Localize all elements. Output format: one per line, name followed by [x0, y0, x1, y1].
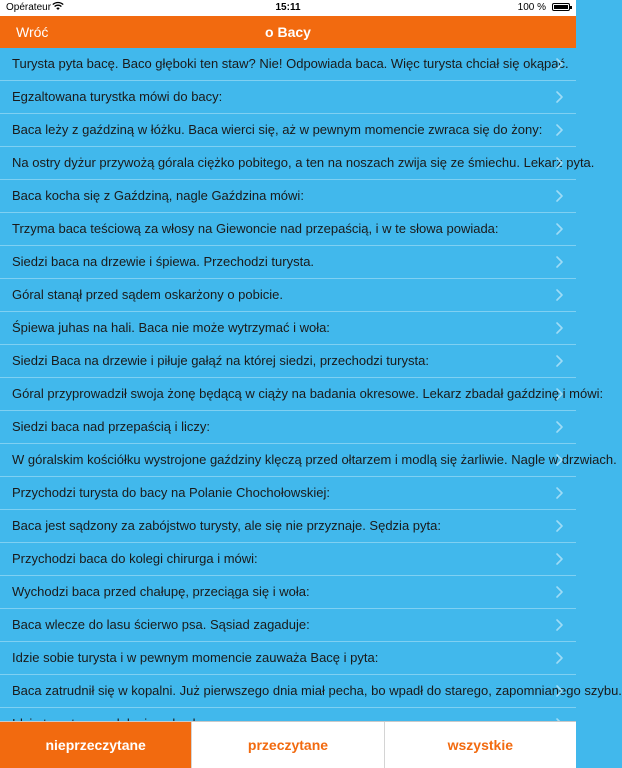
list-item-label: Baca leży z gaździną w łóżku. Baca wierci się, aż w pewnym momencie zwraca się do żony: — [12, 122, 543, 137]
list-item[interactable] — [0, 279, 576, 312]
list-item-label: Przychodzi baca do kolegi chirurga i mówi: — [12, 551, 258, 566]
battery-icon — [552, 3, 570, 11]
list-item[interactable] — [0, 675, 622, 708]
list-item[interactable] — [0, 576, 576, 609]
chevron-right-icon — [552, 651, 566, 665]
list-item[interactable] — [0, 48, 576, 81]
clock: 15:11 — [275, 2, 301, 13]
chevron-right-icon — [552, 453, 566, 467]
list-item-label: Siedzi baca na drzewie i śpiewa. Przechodzi turysta. — [12, 254, 315, 269]
battery-percentage: 100 % — [517, 2, 546, 13]
list-item-label: Góral przyprowadził swoja żonę będącą w ciąży na badania okresowe. Lekarz zbadał gaździnę i mówi: — [12, 386, 604, 401]
back-button[interactable]: Wróć — [16, 24, 49, 40]
list-item-label: Siedzi Baca na drzewie i piłuje gałąź na której siedzi, przechodzi turysta: — [12, 353, 429, 368]
list-item[interactable] — [0, 378, 604, 411]
list-item-label: Góral stanął przed sądem oskarżony o pobicie. — [12, 287, 283, 302]
chevron-right-icon — [552, 288, 566, 302]
list-item[interactable] — [0, 180, 576, 213]
list-item-label: Śpiewa juhas na hali. Baca nie może wytrzymać i woła: — [12, 320, 330, 335]
chevron-right-icon — [552, 189, 566, 203]
navigation-bar — [0, 16, 576, 48]
list-item-label: Baca kocha się z Gaździną, nagle Gaździna mówi: — [12, 188, 304, 203]
list-item[interactable] — [0, 609, 576, 642]
list-item[interactable] — [0, 246, 576, 279]
jokes-list[interactable] — [0, 48, 622, 722]
list-item-label: Turysta pyta bacę. Baco głęboki ten staw? Nie! Odpowiada baca. Więc turysta chciał się okąpać. — [12, 56, 569, 71]
chevron-right-icon — [552, 57, 566, 71]
chevron-right-icon — [552, 684, 566, 698]
chevron-right-icon — [552, 552, 566, 566]
list-item[interactable] — [0, 411, 576, 444]
chevron-right-icon — [552, 585, 566, 599]
chevron-right-icon — [552, 354, 566, 368]
tab-0[interactable]: nieprzeczytane — [0, 722, 191, 768]
tab-2[interactable]: wszystkie — [384, 722, 576, 768]
chevron-right-icon — [552, 156, 566, 170]
list-item[interactable] — [0, 444, 617, 477]
list-item[interactable] — [0, 81, 576, 114]
list-item-label: Baca wlecze do lasu ścierwo psa. Sąsiad zagaduje: — [12, 617, 310, 632]
chevron-right-icon — [552, 123, 566, 137]
list-item-label: Baca zatrudnił się w kopalni. Już pierwszego dnia miał pecha, bo wpadł do starego, zapomnianego szybu. — [12, 683, 622, 698]
chevron-right-icon — [552, 519, 566, 533]
status-bar — [0, 0, 576, 16]
chevron-right-icon — [552, 618, 566, 632]
list-item-label: Idzie sobie turysta i w pewnym momencie zauważa Bacę i pyta: — [12, 650, 379, 665]
list-item-label: Egzaltowana turystka mówi do bacy: — [12, 89, 223, 104]
chevron-right-icon — [552, 222, 566, 236]
list-item[interactable] — [0, 114, 576, 147]
list-item[interactable] — [0, 312, 576, 345]
list-item[interactable] — [0, 642, 576, 675]
page-title: o Bacy — [265, 24, 311, 40]
tab-bar — [0, 721, 576, 768]
list-item-label: Wychodzi baca przed chałupę, przeciąga się i woła: — [12, 584, 310, 599]
chevron-right-icon — [552, 486, 566, 500]
list-item-label: Siedzi baca nad przepaścią i liczy: — [12, 419, 210, 434]
chevron-right-icon — [552, 321, 566, 335]
tab-1[interactable]: przeczytane — [191, 722, 383, 768]
list-item-label: Przychodzi turysta do bacy na Polanie Chochołowskiej: — [12, 485, 330, 500]
chevron-right-icon — [552, 90, 566, 104]
list-item[interactable] — [0, 543, 576, 576]
list-item-label: Trzyma baca teściową za włosy na Giewoncie nad przepaścią, i w te słowa powiada: — [12, 221, 499, 236]
chevron-right-icon — [552, 420, 566, 434]
list-item[interactable] — [0, 345, 576, 378]
chevron-right-icon — [552, 387, 566, 401]
list-item-label: W góralskim kościółku wystrojone gaździny klęczą przed ołtarzem i modlą się żarliwie. Nagle w drzwiach. — [12, 452, 617, 467]
list-item[interactable] — [0, 147, 595, 180]
list-item-label: Na ostry dyżur przywożą górala ciężko pobitego, a ten na noszach zwija się ze śmiechu. Lekarz pyta. — [12, 155, 595, 170]
chevron-right-icon — [552, 255, 566, 269]
list-item-label: Baca jest sądzony za zabójstwo turysty, ale się nie przyznaje. Sędzia pyta: — [12, 518, 441, 533]
carrier-label: Opérateur — [6, 2, 52, 13]
list-item[interactable] — [0, 213, 576, 246]
list-item[interactable] — [0, 477, 576, 510]
list-item[interactable] — [0, 510, 576, 543]
